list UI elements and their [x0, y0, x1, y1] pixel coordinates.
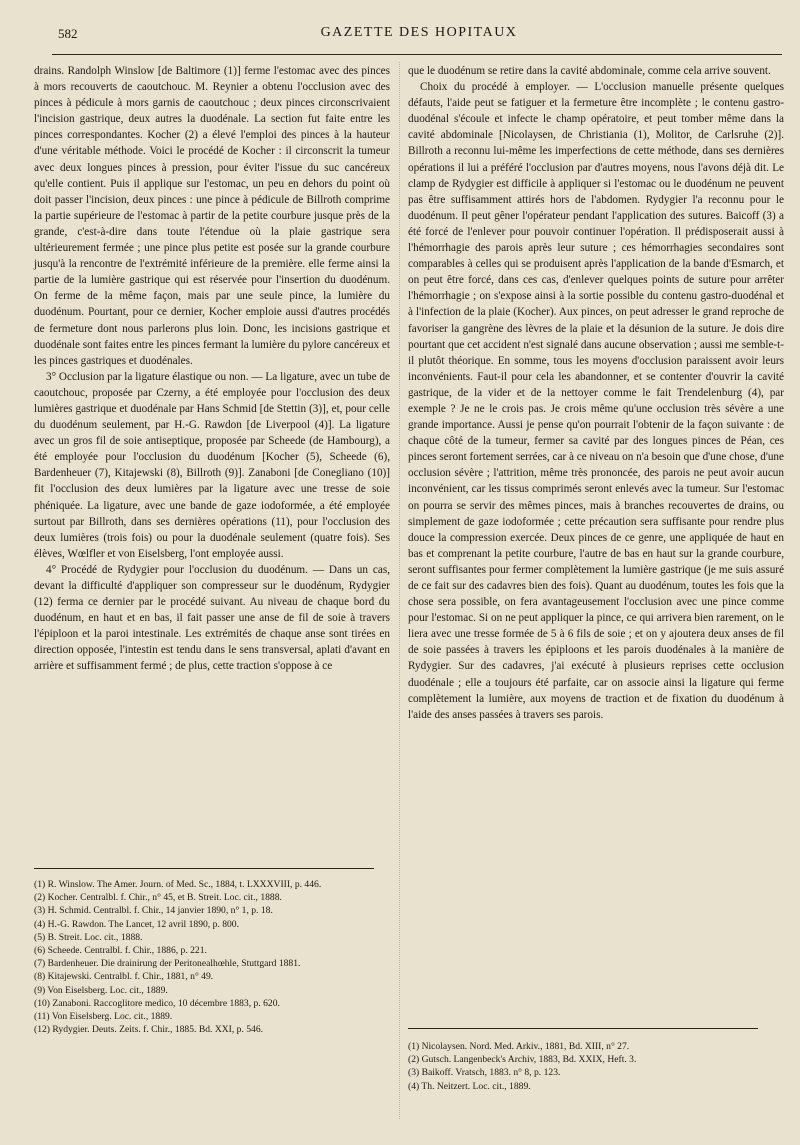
- right-paragraph-2: Choix du procédé à employer. — L'occlusion manuelle présente quelques défauts, l'aide peut se fatiguer et la fermeture être incomplète ; le contenu gastro-duodénal s'écoule et infecte le champ opératoire, et peut tomber même dans la cavité abdominale [Nicolaysen, de Christiania (1), Molitor, de Carlsruhe (2)]. Billroth a reconnu lui-même les imperfections de cette méthode, dans ses dernières opérations il lui a préféré l'occlusion par d'autres moyens, nous l'avons déjà dit. Le clamp de Rydygier est difficile à appliquer si l'estomac ou le duodénum ne peuvent pas être suffisamment attirés hors de l'abdomen. Rydygier l'a reconnu pour le duodénum. Il peut gêner l'opérateur pendant l'application des sutures. Baicoff (3) a été forcé de l'enlever pour pouvoir continuer l'opération. Il prédisposerait aussi à l'hémorrhagie des parois après leur suture ; ces hémorrhagies secondaires sont comparables à celles qui se produisent après l'application de la bande d'Esmarch, et on peut être forcé, dans ces cas, d'enlever quelques points de suture pour arrêter l'hémorrhagie ; on s'expose ainsi à la sortie possible du contenu gastro-duodénal et à l'infection de la plaie (Kocher). Aux pinces, on peut adresser le grand reproche de favoriser la gangrène des lèvres de la plaie et la désunion de la suture. Je dois dire pourtant que cet accident n'est signalé dans aucune observation ; aussi me semble-t-il plutôt théorique. En somme, tous les moyens d'occlusion paraissent avoir leurs inconvénients. Faut-il pour cela les abandonner, et se contenter d'ouvrir la cavité gastrique, de la vider et de la nettoyer comme le fait Trendelenburg (4), par exemple ? Je ne le crois pas. Je crois même qu'une occlusion très sévère a une grande importance. Aussi je pense qu'on pourrait l'obtenir de la façon suivante : de chaque côté de la tumeur, fermer sa cavité par des longues pinces de Péan, ces pinces seront fortement serrées, car à ce niveau on n'a besoin que d'une chose, d'une occlusion sévère ; l'attrition, même très prononcée, des parois ne peut avoir aucun inconvénient, car les tissus comprimés seront enlevés avec la tumeur. Sur l'estomac on pourra se servir des mêmes pinces, mais à branches recouvertes de drains, ou simplement de gaze iodoformée ; cette précaution sera suffisante pour rendre plus douce la compression exercée. Deux pinces de ce genre, une appliquée de haut en bas et comprenant la petite courbure, l'autre de bas en haut sur la grande courbure, seront suffisantes pour fermer complètement la lumière gastrique (je me suis assuré de ce fait sur des cadavres bien des fois). Quant au duodénum, toutes les fois que la chose sera possible, on fera avantageusement l'occlusion avec une pince comme pour l'estomac. Si on ne peut appliquer la pince, ce qui arrivera bien rarement, on le liera avec une tresse formée de 5 à 6 fils de soie ; et on y ajoutera deux anses de fil de soie passées à travers les épiploons et les parois duodénales à la manière de Rydygier. Sur des cadavres, j'ai exécuté à plusieurs reprises cette occlusion duodénale ; elle a toujours été parfaite, car on associe ainsi la ligature qui ferme complètement la lumière, aux moyens de traction et de fixation du duodénum à l'aide des anses passées à travers ses parois.: [408, 81, 784, 721]
- right-footnote-rule: [408, 1028, 758, 1029]
- footnote: (5) B. Streit. Loc. cit., 1888.: [34, 931, 143, 943]
- footnote: (4) Th. Neitzert. Loc. cit., 1889.: [408, 1080, 531, 1092]
- footnote: (1) R. Winslow. The Amer. Journ. of Med. Sc., 1884, t. LXXXVIII, p. 446.: [34, 879, 322, 890]
- footnote: (1) Nicolaysen. Nord. Med. Arkiv., 1881, Bd. XIII, n° 27.: [408, 1041, 630, 1052]
- footnote: (10) Zanaboni. Raccoglitore medico, 10 décembre 1883, p. 620.: [34, 997, 280, 1009]
- footnote: (9) Von Eiselsberg. Loc. cit., 1889.: [34, 984, 168, 996]
- footnote: (6) Scheede. Centralbl. f. Chir., 1886, p. 221.: [34, 945, 207, 957]
- right-footnotes: [408, 1040, 784, 1093]
- left-footnote-rule: [34, 868, 374, 869]
- left-paragraph-2: 3° Occlusion par la ligature élastique ou non. — La ligature, avec un tube de caoutchouc, proposée par Czerny, a été employée pour l'occlusion des deux lumières gastrique et duodénale par Hans Schmid [de Stettin (3)], et, pour celle du duodénum seulement, par H.-G. Rawdon [de Liverpool (4)]. La ligature avec un gros fil de soie antiseptique, proposée par Scheede (de Hambourg), a été employée pour l'occlusion du duodénum [Kocher (5), Scheede (6), Bardenheuer (7), Kitajewski (8), Billroth (9)]. Zanaboni [de Conegliano (10)] fit l'occlusion des deux lumières par la ligature avec une tresse de soie phéniquée. La ligature, avec une bande de gaze iodoformée, a été employée surtout par Billroth, dans ses dernières opérations (11), pour l'occlusion des deux lumières (trois fois) ou pour la duodénale seulement (quatre fois). Ses élèves, Wœlfler et von Eiselsberg, l'ont employée aussi.: [34, 370, 390, 560]
- footnote: (7) Bardenheuer. Die drainirung der Peritonealhœhle, Stuttgard 1881.: [34, 958, 301, 970]
- page-header: [58, 22, 780, 44]
- left-paragraph-3: 4° Procédé de Rydygier pour l'occlusion du duodénum. — Dans un cas, devant la difficulté d'appliquer son compresseur sur le duodénum, Rydygier (12) ferma ce dernier par le procédé suivant. Au niveau de chaque bord du duodénum, en haut et en bas, il fait passer une anse de fil de soie à travers l'épiploon et la paroi intestinale. Les extrémités de chaque anse sont tirées en direction opposée, l'intestin est tendu dans le sens transversal, aplati d'avant en arrière et suffisamment fermé ; de plus, cette traction s'oppose à ce: [34, 563, 390, 673]
- footnote: (2) Kocher. Centralbl. f. Chir., n° 45, et B. Streit. Loc. cit., 1888.: [34, 892, 282, 904]
- left-column: [34, 63, 390, 675]
- footnote: (3) Baikoff. Vratsch, 1883. n° 8, p. 123.: [408, 1067, 561, 1079]
- footnote: (2) Gutsch. Langenbeck's Archiv, 1883, Bd. XXIX, Heft. 3.: [408, 1054, 637, 1066]
- left-footnotes: [34, 878, 390, 1036]
- footnote: (11) Von Eiselsberg. Loc. cit., 1889.: [34, 1011, 173, 1023]
- header-rule: [52, 54, 782, 55]
- page-number: 582: [58, 26, 78, 41]
- footnote: (8) Kitajewski. Centralbl. f. Chir., 1881, n° 49.: [34, 971, 214, 983]
- footnote: (3) H. Schmid. Centralbl. f. Chir., 14 janvier 1890, n° 1, p. 18.: [34, 905, 273, 917]
- footnote: (4) H.-G. Rawdon. The Lancet, 12 avril 1890, p. 800.: [34, 918, 239, 930]
- left-paragraph-1: drains. Randolph Winslow [de Baltimore (1)] ferme l'estomac avec des pinces à mors recouverts de caoutchouc. M. Reynier a obtenu l'occlusion avec des pinces à pédicule à mors garnis de caoutchouc ; deux pinces circonscrivaient l'incision gastrique, deux autres la duodénale. La section fut faite entre les pinces correspondantes. Kocher (2) a élevé l'emploi des pinces à la hauteur d'une véritable méthode. Voici le procédé de Kocher : il circonscrit la tumeur avec deux longues pinces à pression, pour éviter l'issue du suc cancéreux qu'elle contient. Puis il applique sur l'estomac, un peu en dehors du point où doit passer l'incision, deux pinces : une pince à pédicule de Billroth comprime la partie supérieure de l'estomac à partir de la petite courbure jusque près de la grande, c'est-à-dire dans toute l'étendue où la plaie gastrique sera ultérieurement fermée ; une pince plus petite est posée sur la grande courbure jusqu'à la rencontre de l'extrémité inférieure de la première. elle ferme ainsi la partie de la lumière gastrique qui est réservée pour l'insertion du duodénum. On ferme de la même façon, mais par une seule pince, la lumière du duodénum. Pourtant, pour ce dernier, Kocher emploie aussi d'autres procédés de fermeture dont nous parlerons plus loin. Donc, les incisions gastrique et duodénale sont faites entre les pinces fermant la lumière du pylore cancéreux et les pinces gastriques et duodénales.: [34, 65, 390, 367]
- running-title: GAZETTE DES HOPITAUX: [320, 25, 518, 40]
- footnote: (12) Rydygier. Deuts. Zeits. f. Chir., 1885. Bd. XXI, p. 546.: [34, 1024, 264, 1036]
- column-divider: [399, 62, 400, 1119]
- right-paragraph-1: que le duodénum se retire dans la cavité abdominale, comme cela arrive souvent.: [408, 65, 771, 77]
- right-column: [408, 63, 784, 723]
